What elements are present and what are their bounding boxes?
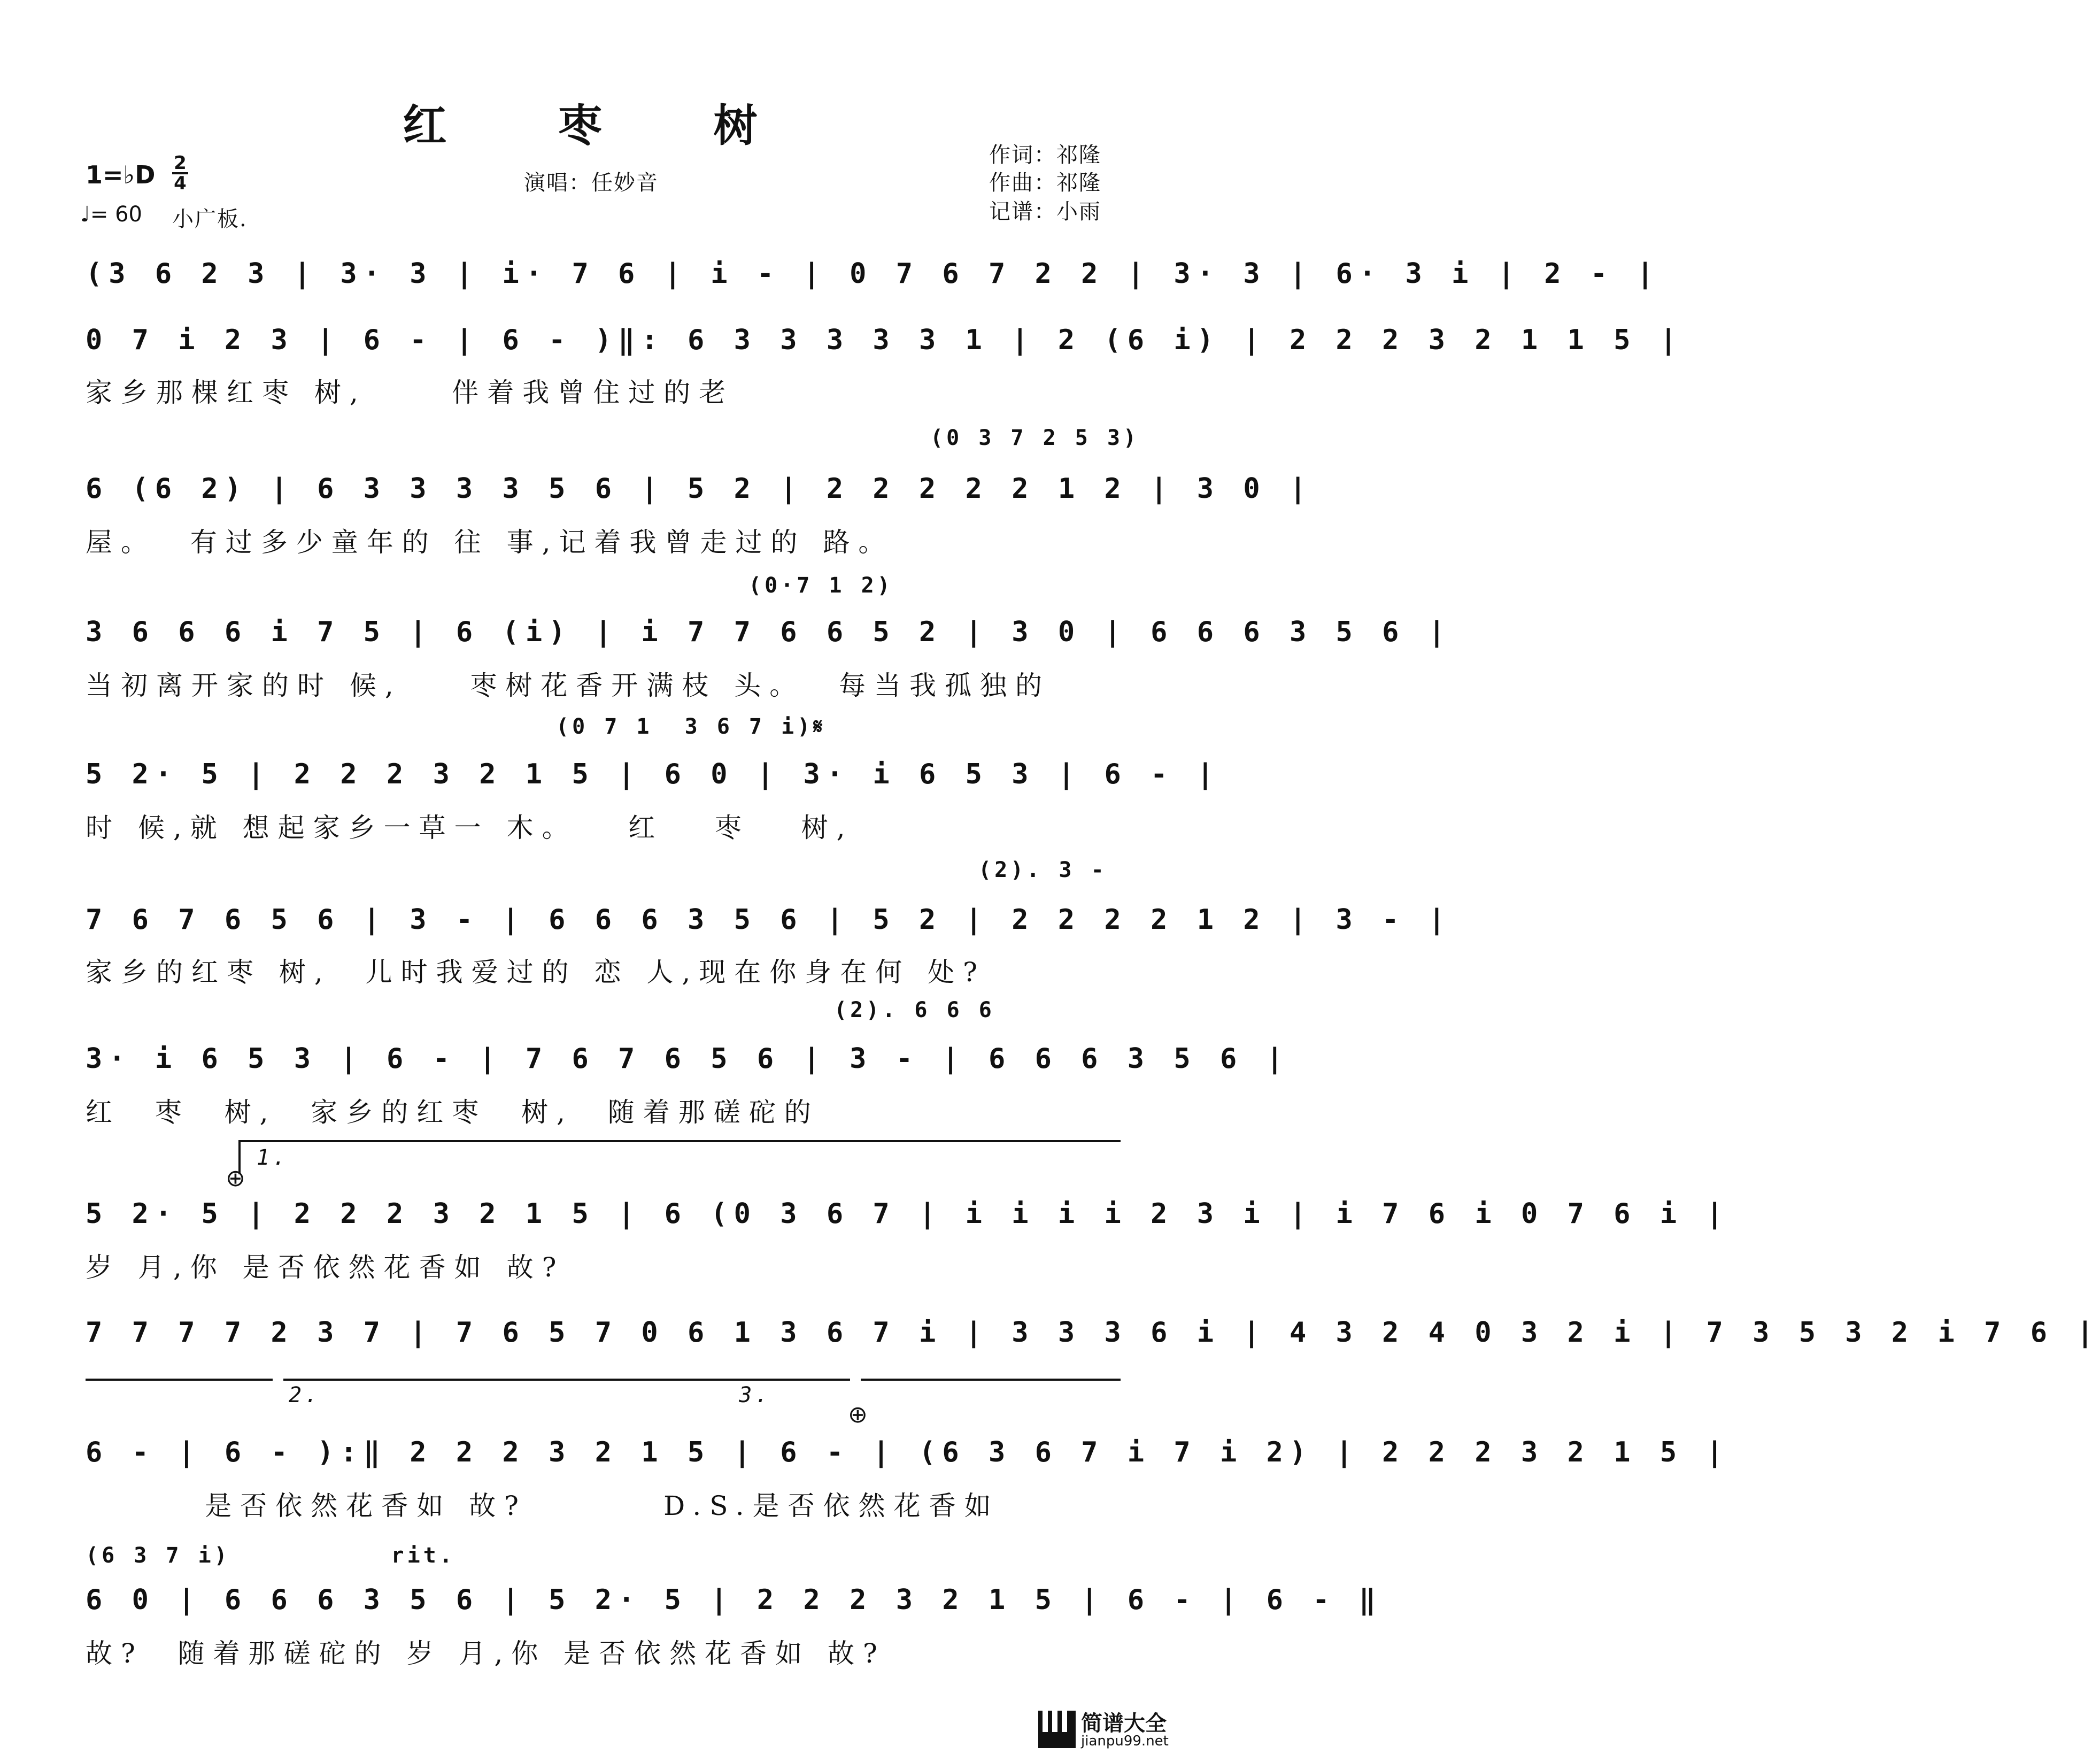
- score-row-11-lyrics: 故? 随着那磋砣的 岁 月,你 是否依然花香如 故?: [86, 1638, 886, 1669]
- watermark-name: 简谱大全: [1081, 1711, 1167, 1736]
- coda-sign-2: ⊕: [848, 1401, 868, 1428]
- score-row-10-lyrics: 是否依然花香如 故? D.S.是否依然花香如: [86, 1490, 1000, 1521]
- time-signature-top: 2: [174, 152, 187, 174]
- transcriber: 记谱：小雨: [989, 199, 1101, 224]
- score-row-4-notes: 3 6 6 6 i 7 5 | 6 (i) | i 7 7 6 6 5 2 | 3 0 | 6 6 6 3 5 6 |: [86, 616, 1452, 648]
- score-row-5-lyrics: 时 候,就 想起家乡一草一 木。 红 枣 树,: [86, 812, 854, 843]
- score-row-4-above: (0·7 1 2): [748, 573, 893, 598]
- singer: 演唱：任妙音: [524, 171, 659, 195]
- volta-1-label: 1.: [257, 1145, 289, 1170]
- composer: 作曲：祁隆: [989, 171, 1101, 195]
- score-row-11-notes: 6 0 | 6 6 6 3 5 6 | 5 2· 5 | 2 2 2 3 2 1 5 | 6 - | 6 - ‖: [86, 1584, 1383, 1616]
- score-row-10-notes: 6 - | 6 - ):‖ 2 2 2 3 2 1 5 | 6 - | (6 3 6 7 i 7 i 2) | 2 2 2 3 2 1 5 |: [86, 1436, 1730, 1468]
- score-row-7-above: (2). 6 6 6: [834, 998, 995, 1022]
- score-row-3-notes: 6 (6 2) | 6 3 3 3 3 5 6 | 5 2 | 2 2 2 2 2 1 2 | 3 0 |: [86, 473, 1313, 505]
- tempo: ♩= 60: [80, 202, 142, 227]
- volta-3-bracket: [861, 1379, 1121, 1381]
- volta-2-3-labels: 2. 3.: [289, 1383, 771, 1407]
- key-signature: 1=♭D: [86, 160, 156, 189]
- score-row-2-notes: 0 7 i 2 3 | 6 - | 6 - )‖: 6 3 3 3 3 3 1 | 2 (6 i) | 2 2 2 3 2 1 1 5 |: [86, 324, 1684, 356]
- score-row-5-notes: 5 2· 5 | 2 2 2 3 2 1 5 | 6 0 | 3· i 6 5 3 | 6 - |: [86, 758, 1221, 790]
- score-row-1-notes: (3 6 2 3 | 3· 3 | i· 7 6 | i - | 0 7 6 7 2 2 | 3· 3 | 6· 3 i | 2 - |: [86, 258, 1660, 290]
- score-row-5-above: (0 7 1 3 6 7 i)𝄋: [556, 714, 826, 739]
- score-row-8-lyrics: 岁 月,你 是否依然花香如 故?: [86, 1252, 565, 1283]
- score-row-3-above: (0 3 7 2 5 3): [930, 426, 1140, 450]
- watermark-url: jianpu99.net: [1081, 1733, 1169, 1749]
- score-row-4-lyrics: 当初离开家的时 候, 枣树花香开满枝 头。 每当我孤独的: [86, 670, 1051, 701]
- volta-1-continuation: [86, 1379, 273, 1381]
- lyricist: 作词：祁隆: [989, 143, 1101, 167]
- score-row-6-notes: 7 6 7 6 5 6 | 3 - | 6 6 6 3 5 6 | 5 2 | 2 2 2 2 1 2 | 3 - |: [86, 904, 1452, 936]
- score-row-2-lyrics: 家乡那棵红枣 树, 伴着我曾住过的老: [86, 377, 735, 408]
- coda-sign-1: ⊕: [226, 1165, 245, 1192]
- score-row-7-lyrics: 红 枣 树, 家乡的红枣 树, 随着那磋砣的: [86, 1097, 820, 1128]
- score-row-3-lyrics: 屋。 有过多少童年的 往 事,记着我曾走过的 路。: [86, 527, 894, 558]
- score-row-7-notes: 3· i 6 5 3 | 6 - | 7 6 7 6 5 6 | 3 - | 6 6 6 3 5 6 |: [86, 1043, 1290, 1075]
- tempo-marking: 小广板.: [172, 207, 248, 232]
- time-signature: [172, 154, 188, 193]
- score-row-9-notes: 7 7 7 7 2 3 7 | 7 6 5 7 0 6 1 3 6 7 i | 3 3 3 6 i | 4 3 2 4 0 3 2 i | 7 3 5 3 2 i 7 6 |: [86, 1317, 2100, 1349]
- page-title: 红 枣 树: [403, 100, 806, 151]
- score-row-11-above: (6 3 7 i) rit.: [86, 1543, 455, 1568]
- score-row-6-above: (2). 3 -: [978, 858, 1107, 882]
- watermark-logo: [1037, 1706, 1192, 1751]
- time-signature-bottom: 4: [172, 172, 188, 193]
- score-row-8-notes: 5 2· 5 | 2 2 2 3 2 1 5 | 6 (0 3 6 7 | i i i i 2 3 i | i 7 6 i 0 7 6 i |: [86, 1198, 1730, 1230]
- volta-1-bracket: [238, 1140, 1121, 1142]
- volta-2-bracket: [283, 1379, 850, 1381]
- score-row-6-lyrics: 家乡的红枣 树, 儿时我爱过的 恋 人,现在你身在何 处?: [86, 957, 986, 988]
